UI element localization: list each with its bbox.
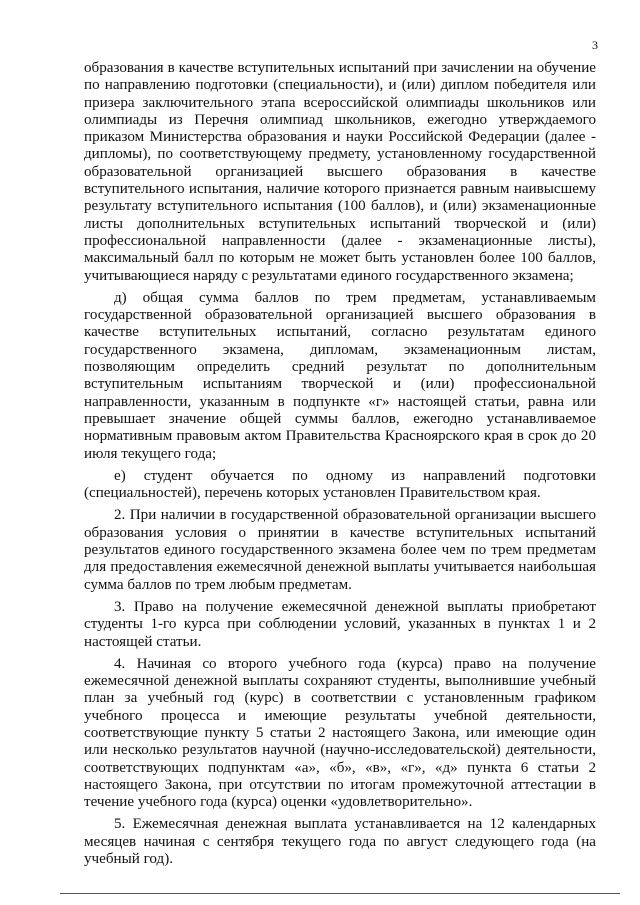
paragraph-subitem-e: е) студент обучается по одному из направлений подготовки (специальностей), перечень которых установлен Правительством края. xyxy=(84,467,596,502)
body-text xyxy=(84,60,596,873)
paragraph-item-2: 2. При наличии в государственной образовательной организации высшего образования условия о принятии в качестве вступительных испытаний результатов единого государственного экзамена более чем по трем предметам для предоставления ежемесячной денежной выплаты учитывается наибольшая сумма баллов по трем любым предметам. xyxy=(84,507,596,593)
paragraph-subitem-d: д) общая сумма баллов по трем предметам, устанавливаемым государственной образовательной организацией высшего образования в качестве вступительных испытаний, согласно результатам единого государственного экзамена, дипломам, экзаменационным листам, позволяющим определить средний результат по дополнительным вступительным испытаниям творческой и (или) профессиональной направленности, указанным в подпункте «г» настоящей статьи, равна или превышает значение общей суммы баллов, ежегодно устанавливаемое нормативным правовым актом Правительства Красноярского края в срок до 20 июля текущего года; xyxy=(84,289,596,462)
page-number: 3 xyxy=(592,38,598,52)
paragraph-continuation: образования в качестве вступительных испытаний при зачислении на обучение по направлению подготовки (специальности), и (или) диплом победителя или призера заключительного этапа всероссийской олимпиады школьников или олимпиады из Перечня олимпиад школьников, ежегодно утверждаемого приказом Министерства образования и науки Российской Федерации (далее - дипломы), по соответствующему предмету, установленному государственной образовательной организацией высшего образования в качестве вступительного испытания, наличие которого признается равным наивысшему результату вступительного испытания (100 баллов), и (или) экзаменационные листы дополнительных вступительных испытаний творческой и (или) профессиональной направленности (далее - экзаменационные листы), максимальный балл по которым не может быть установлен более 100 баллов, учитывающиеся наряду с результатами единого государственного экзамена; xyxy=(84,60,596,284)
paragraph-item-3: 3. Право на получение ежемесячной денежной выплаты приобретают студенты 1-го курса при соблюдении условий, указанных в пунктах 1 и 2 настоящей статьи. xyxy=(84,598,596,650)
bottom-scan-edge-line xyxy=(60,893,620,894)
paragraph-item-4: 4. Начиная со второго учебного года (курса) право на получение ежемесячной денежной выплаты сохраняют студенты, выполнившие учебный план за учебный год (курс) в соответствии с установленным графиком учебного процесса и имеющие результаты учебной деятельности, соответствующие пункту 5 статьи 2 настоящего Закона, или имеющие один или несколько результатов научной (научно-исследовательской) деятельности, соответствующих подпунктам «а», «б», «в», «г», «д» пункта 6 статьи 2 настоящего Закона, при отсутствии по итогам промежуточной аттестации в течение учебного года (курса) оценки «удовлетворительно». xyxy=(84,655,596,811)
paragraph-item-5: 5. Ежемесячная денежная выплата устанавливается на 12 календарных месяцев начиная с сентября текущего года по август следующего года (на учебный год). xyxy=(84,816,596,868)
